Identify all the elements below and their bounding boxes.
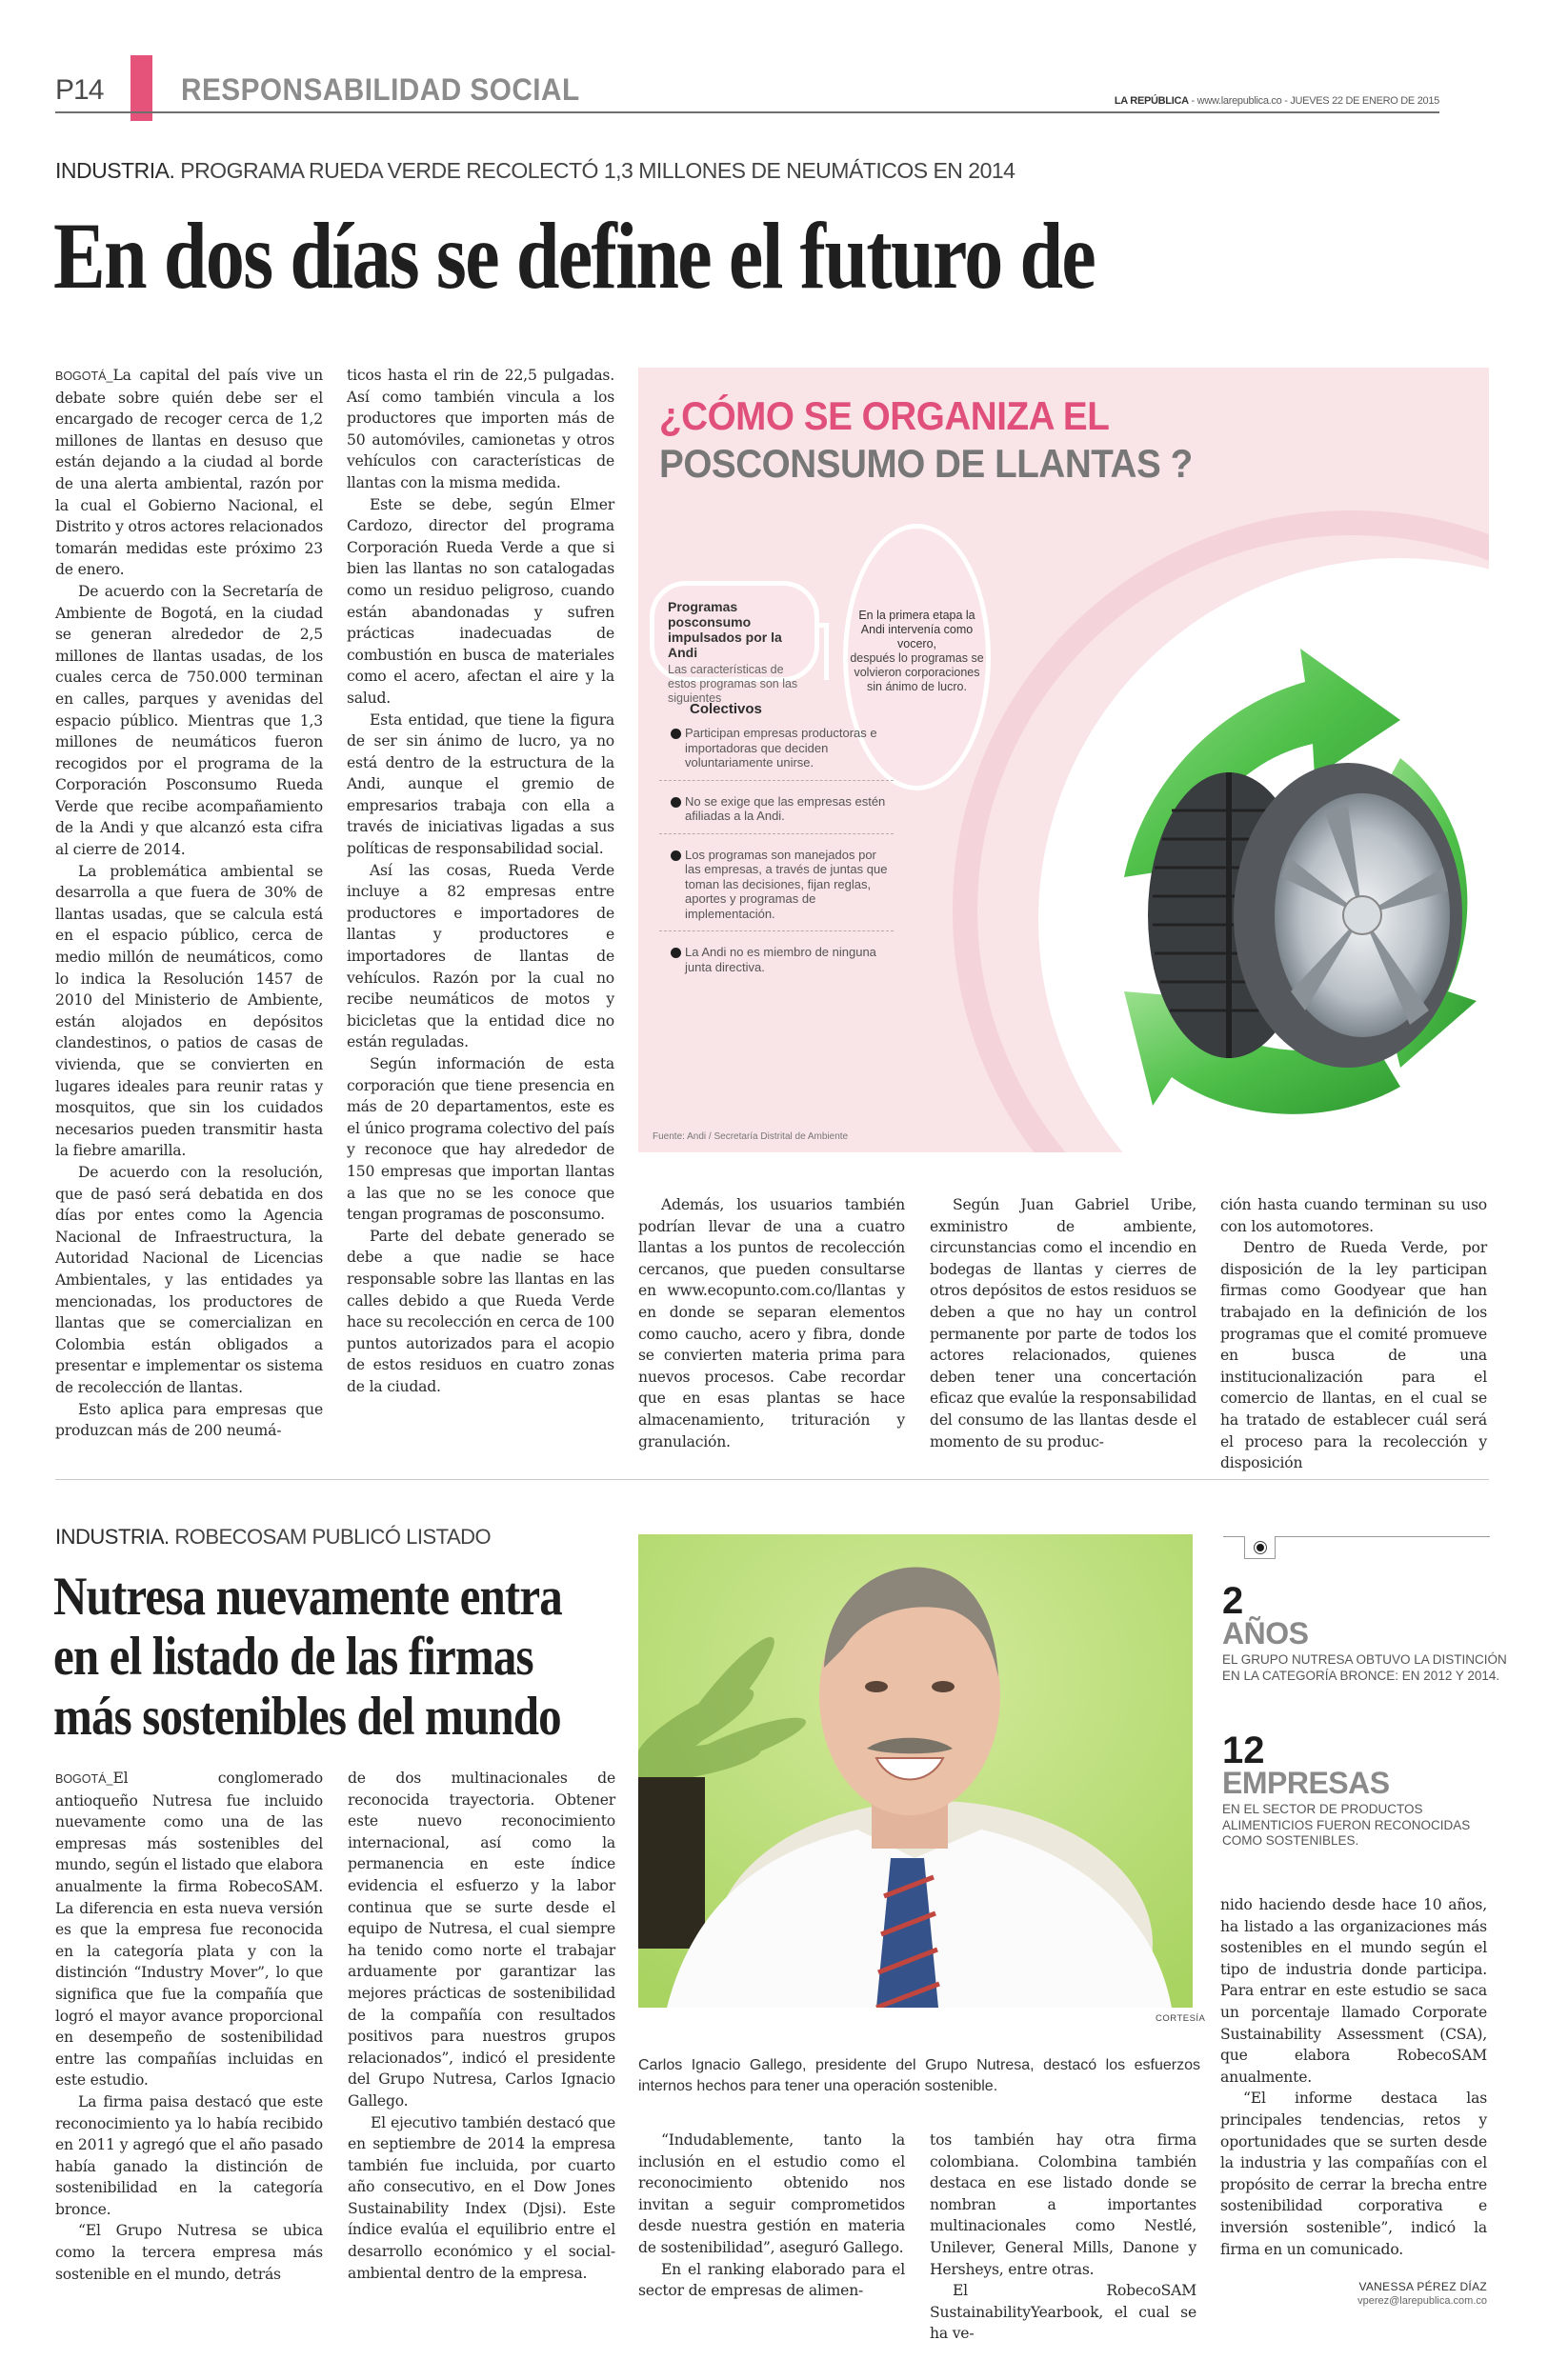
infographic-source: Fuente: Andi / Secretaría Distrital de Ambiente — [653, 1131, 849, 1142]
programs-box-heading: Programas posconsumo impulsados por la Andi — [668, 599, 782, 660]
kicker-label: INDUSTRIA. — [55, 158, 175, 183]
programs-box — [650, 581, 819, 705]
dateline: BOGOTÁ_ — [55, 370, 113, 383]
connector-line — [815, 623, 829, 680]
kicker-text: PROGRAMA RUEDA VERDE RECOLECTÓ 1,3 MILLONES DE NEUMÁTICOS EN 2014 — [180, 158, 1015, 183]
dateline: BOGOTÁ_ — [55, 1772, 113, 1786]
article-divider — [55, 1479, 1489, 1480]
stat-number: 2 — [1222, 1580, 1244, 1622]
bullet-icon — [671, 797, 681, 808]
page-number: P14 — [55, 74, 104, 106]
infographic-title: ¿CÓMO SE ORGANIZA EL POSCONSUMO DE LLANTAS ? — [659, 393, 1193, 486]
article1-headline: En dos días se define el futuro de — [53, 203, 1096, 309]
article1-column-3: Además, los usuarios también podrían llevar de una a cuatro llantas a los puntos de recolección cercanos, que pueden consultarse en www.ecopunto.com.co/llantas y en donde se separan elementos como caucho, acero y fibra, donde se convierten materia prima para nuevos procesos. Cabe recordar que en esas plantas se hace almacenamiento, trituración y granulación. — [638, 1196, 905, 1450]
stat-unit: EMPRESAS — [1222, 1766, 1390, 1800]
list-item: Participan empresas productoras e importadoras que deciden voluntariamente unirse. — [659, 726, 894, 781]
colectivos-list — [659, 701, 945, 997]
article1-column-5: ción hasta cuando terminan su uso con los automotores. Dentro de Rueda Verde, por disposición de la ley participan firmas como Goodyear que han trabajado en la definición de los programas que el comité promueve en busca de una institucionalización para el comercio de llantas, en el cual se ha tratado de establecer cuál será el proceso para la recolección y disposición — [1220, 1196, 1487, 1472]
stat-companies — [1222, 1730, 1508, 1850]
colectivos-caption: Colectivos — [690, 701, 762, 717]
programs-box-subheading: Las características de estos programas son las siguientes — [668, 663, 798, 705]
article2-kicker — [55, 1525, 491, 1550]
article2-column-2: de dos multinacionales de reconocida trayectoria. Obtener este nuevo reconocimiento internacional, así como la permanencia en este índice evidencia el esfuerzo y la labor continua que se surte desde el equipo de Nutresa, el cual siempre ha tenido como norte el trabajar arduamente por garantizar las mejores prácticas de sostenibilidad de la compañía con resultados positivos para nuestros grupos relacionados”, indicó el presidente del Grupo Nutresa, Carlos Ignacio Gallego. El ejecutivo también destacó que en septiembre de 2014 la empresa también fue incluida, por cuarto año consecutivo, en el Dow Jones Sustainability Index (Djsi). Este índice evalúa el equilibrio entre el desarrollo económico y el social-ambiental dentro de la empresa. — [348, 1770, 615, 2282]
photo-caption: Carlos Ignacio Gallego, presidente del Grupo Nutresa, destacó los esfuerzos internos hechos para tener una operación sostenible. — [638, 2057, 1200, 2094]
stat-description: EL GRUPO NUTRESA OBTUVO LA DISTINCIÓN EN LA CATEGORÍA BRONCE: EN 2012 Y 2014. — [1222, 1652, 1507, 1683]
article1-column-2: ticos hasta el rin de 22,5 pulgadas. Así como también vincula a los productores que importen más de 50 automóviles, camionetas y otros vehículos con características de llantas con la misma medida. Este se debe, según Elmer Cardozo, director del programa Corporación Rueda Verde a que si bien las llantas no son catalogadas como un residuo peligroso, cuando están abandonadas y sufren prácticas inadecuadas de combustión en busca de materiales como el acero, afectan el aire y la salud. Esta entidad, que tiene la figura de ser sin ánimo de lucro, ya no está dentro de la estructura de la Andi, aunque el gremio de empresarios trabaja con ella a través de iniciativas ligadas a sus políticas de responsabilidad social. Así las cosas, Rueda Verde incluye a 82 empresas entre productores e importadores de llantas y productores e importadores de llantas de vehículos. Razón por la cual no recibe neumáticos de motos y bicicletas que la entidad dice no están reguladas. Según información de esta corporación que tiene presencia en más de 20 departamentos, este es el único programa colectivo del país y reconoce que hay alrededor de 150 empresas que importan llantas a las que no se les conoce que tengan programas de posconsumo. Parte del debate generado se debe a que nadie se hace responsable sobre las llantas en las calles debido a que Rueda Verde hace su recolección en cerca de 100 puntos autorizados para el acopio de estos residuos en cuatro zonas de la ciudad. — [347, 367, 614, 1395]
portrait-illustration — [638, 1534, 1193, 2008]
tire-recycle-illustration — [1086, 591, 1486, 1125]
stat-number: 12 — [1222, 1730, 1265, 1771]
article2-column-4: tos también hay otra firma colombiana. Colombina también destaca en ese listado donde se nombran a importantes multinacionales como Nestlé, Unilever, General Mills, Danone y Hersheys, entre otras. El RobecoSAM SustainabilityYearbook, el cual se ha ve- — [930, 2131, 1196, 2343]
kicker-text: ROBECOSAM PUBLICÓ LISTADO — [174, 1525, 492, 1549]
article2-headline: Nutresa nuevamente entra en el listado de las firmas más sostenibles del mundo — [53, 1567, 562, 1747]
article1-column-4: Según Juan Gabriel Uribe, exministro de ambiente, circunstancias como el incendio en bodegas de llantas y cierres de otros depósitos de estos residuos se deben a que no hay un control permanente por parte de todos los actores relacionados, quienes deben tener una concertación eficaz que evalúe la responsabilidad del consumo de las llantas desde el momento de su produc- — [930, 1196, 1196, 1450]
article1-kicker — [55, 158, 1015, 184]
portrait-photo — [638, 1534, 1193, 2008]
byline — [1220, 2280, 1487, 2307]
list-item: No se exige que las empresas estén afiliadas a la Andi. — [659, 794, 894, 834]
bullet-icon — [671, 948, 681, 958]
stat-description: EN EL SECTOR DE PRODUCTOS ALIMENTICIOS FUERON RECONOCIDAS COMO SOSTENIBLES. — [1222, 1802, 1471, 1848]
stat-unit: AÑOS — [1222, 1616, 1309, 1650]
masthead-meta: LA REPÚBLICA - www.larepublica.co - JUEVES 22 DE ENERO DE 2015 — [1114, 95, 1439, 107]
infographic-posconsumo — [638, 368, 1489, 1152]
article1-column-1: BOGOTÁ_La capital del país vive un debate sobre quién debe ser el encargado de recoger cerca de 1,2 millones de llantas en desuso que están dejando a la ciudad al borde de una alerta ambiental, razón por la cual el Gobierno Nacional, el Distrito y otros actores relacionados tomarán medidas este próximo 23 de enero. De acuerdo con la Secretaría de Ambiente de Bogotá, en la ciudad se generan alrededor de 2,5 millones de llantas usadas, de los cuales cerca de 750.000 terminan en calles, parques y avenidas del espacio público. Mientras que 1,3 millones de neumáticos fueron recogidos por el programa de la Corporación Posconsumo Rueda Verde que recibe acompañamiento de la Andi y que alcanzó esta cifra al cierre de 2014. La problemática ambiental se desarrolla a que fuera de 30% de llantas usadas, que se calcula está en el espacio público, cerca de medio millón de neumáticos, como lo indica la Resolución 1457 de 2010 del Ministerio de Ambiente, están alojados en depósitos clandestinos, o patios de casas de vivienda, que se convierten en lugares ideales para reunir ratas y mosquitos, que sin los cuidados necesarios pueden transmitir hasta la fiebre amarilla. De acuerdo con la resolución, que de pasó será debatida en dos días por entes como la Agencia Nacional de Infraestructura, la Autoridad Nacional de Licencias Ambientales, y las entidades ya mencionadas, los productores de llantas que se comercializan en Colombia están obligados a presentar e implementar os sistema de recolección de llantas. Esto aplica para empresas que produzcan más de 200 neumá- — [55, 367, 323, 1440]
article2-column-5: nido haciendo desde hace 10 años, ha listado a las organizaciones más sostenibles en el mundo según el tipo de industria donde participa. Para entrar en este estudio se saca un porcentaje llamado Corporate Sustainability Assessment (CSA), que elabora RobecoSAM anualmente. “El informe destaca las principales tendencias, retos y oportunidades que se surten desde la industria y las compañías con el propósito de cerrar la brecha entre sostenibilidad corporativa e inversión sostenible”, indicó la firma en un comunicado. — [1220, 1896, 1487, 2258]
photo-credit: CORTESÍA — [1156, 2013, 1206, 2024]
article2-column-1: BOGOTÁ_El conglomerado antioqueño Nutresa fue incluido nuevamente como una de las empresas más sostenibles del mundo, según el listado que elabora anualmente la firma RobecoSAM. La diferencia en esta nueva versión es que la empresa fue reconocida en la categoría plata y con la distinción “Industry Mover”, lo que significa que fue la compañía que logró el mayor avance proporcional en desempeño de sostenibilidad entre las compañías incluidas en este estudio. La firma paisa destacó que este reconocimiento ya lo había recibido en 2011 y agregó que el año pasado había ganado la distinción de sostenibilidad en la categoría bronce. “El Grupo Nutresa se ubica como la tercera empresa más sostenible en el mundo, detrás — [55, 1770, 323, 2283]
kicker-label: INDUSTRIA. — [55, 1525, 170, 1549]
section-title: RESPONSABILIDAD SOCIAL — [181, 72, 580, 107]
byline-email[interactable]: vperez@larepublica.com.co — [1357, 2295, 1487, 2307]
bullet-icon — [671, 850, 681, 861]
bullet-icon — [671, 729, 681, 739]
issue-date: JUEVES 22 DE ENERO DE 2015 — [1290, 95, 1439, 107]
article2-column-3: “Indudablemente, tanto la inclusión en el estudio como el reconocimiento obtenido nos invitan a seguir comprometidos desde nuestra gestión en materia de sostenibilidad”, aseguró Gallego. En el ranking elaborado para el sector de empresas de alimen- — [638, 2131, 905, 2300]
byline-name: VANESSA PÉREZ DÍAZ — [1358, 2280, 1487, 2293]
list-item: La Andi no es miembro de ninguna junta directiva. — [659, 945, 894, 984]
list-item: Los programas son manejados por las empresas, a través de juntas que toman las decisiones, fijan reglas, aportes y programas de implementación. — [659, 848, 894, 932]
andi-role-oval: En la primera etapa la Andi intervenía como vocero, después lo programas se volvieron corporaciones sin ánimo de lucro. — [843, 524, 991, 790]
stat-years — [1222, 1580, 1508, 1684]
publication-name: LA REPÚBLICA — [1114, 95, 1189, 107]
masthead-divider — [55, 111, 1439, 113]
stats-tab — [1244, 1536, 1276, 1559]
target-icon — [1254, 1541, 1267, 1554]
website-link[interactable]: www.larepublica.co — [1196, 95, 1282, 107]
